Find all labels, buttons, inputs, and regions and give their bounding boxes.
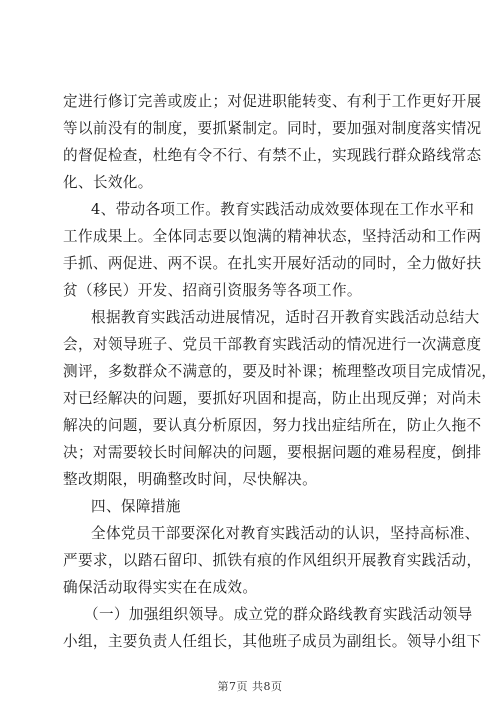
body-line: 小组，主要负责人任组长，其他班子成员为副组长。领导小组下 [63, 633, 482, 650]
body-line: 工作成果上。全体同志要以饱满的精神状态，坚持活动和工作两 [63, 228, 482, 245]
body-line: 定进行修订完善或废止；对促进职能转变、有利于工作更好开展 [63, 93, 482, 110]
body-line: 会，对领导班子、党员干部教育实践活动的情况进行一次满意度 [63, 336, 482, 353]
body-line: 全体党员干部要深化对教育实践活动的认识，坚持高标准、 [91, 525, 480, 542]
body-line: 决；对需要较长时间解决的问题，要根据问题的难易程度，倒排 [63, 444, 482, 461]
body-line: 整改期限，明确整改时间，尽快解决。 [63, 471, 318, 488]
body-line: 的督促检查，杜绝有令不行、有禁不止，实现践行群众路线常态 [63, 147, 482, 164]
body-line: （一）加强组织领导。成立党的群众路线教育实践活动领导 [84, 606, 473, 623]
body-line: 测评，多数群众不满意的，要及时补课；梳理整改项目完成情况， [63, 363, 497, 380]
body-line: 等以前没有的制度，要抓紧制定。同时，要加强对制度落实情况 [63, 120, 482, 137]
body-line: 根据教育实践活动进展情况，适时召开教育实践活动总结大 [91, 309, 480, 326]
page-number: 第7页 共8页 [217, 680, 283, 693]
body-line: 确保活动取得实实在在成效。 [63, 579, 258, 596]
body-line: 对已经解决的问题，要抓好巩固和提高，防止出现反弹；对尚未 [63, 390, 482, 407]
body-line: 贫（移民）开发、招商引资服务等各项工作。 [63, 282, 362, 299]
body-line: 手抓、两促进、两不误。在扎实开展好活动的同时，全力做好扶 [63, 255, 482, 272]
body-line: 化、长效化。 [63, 174, 153, 191]
body-line: 严要求，以踏石留印、抓铁有痕的作风组织开展教育实践活动， [63, 552, 482, 569]
body-line: 4、带动各项工作。教育实践活动成效要体现在工作水平和 [91, 201, 475, 218]
body-line: 解决的问题，要认真分析原因，努力找出症结所在，防止久拖不 [63, 417, 482, 434]
section-heading: 四、保障措施 [91, 498, 181, 515]
